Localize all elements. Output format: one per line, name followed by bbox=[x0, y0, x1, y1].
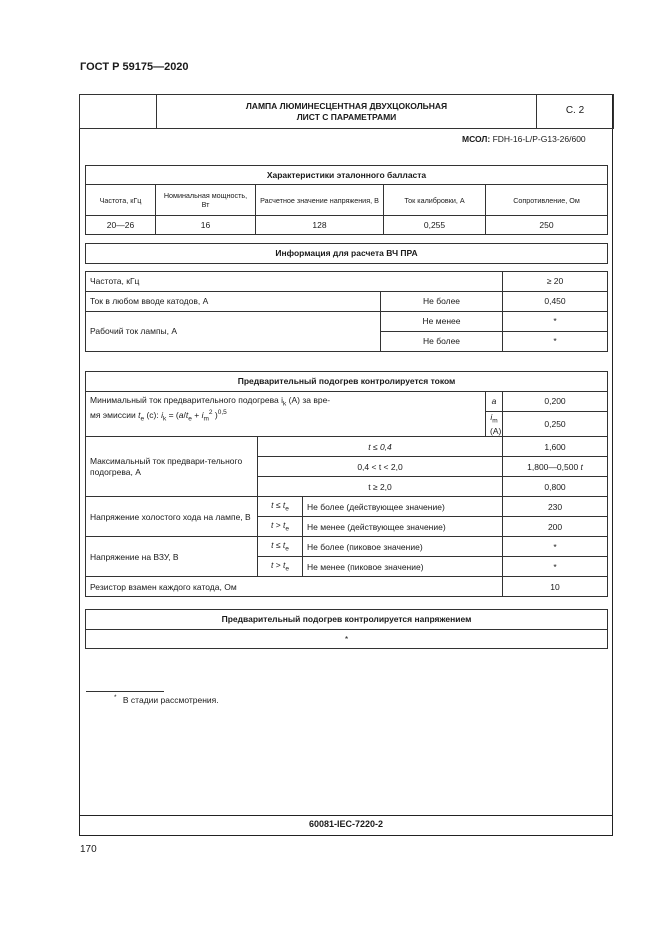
max-preheat-val3: 0,800 bbox=[503, 477, 608, 497]
max-preheat-cond2: 0,4 < t < 2,0 bbox=[258, 457, 503, 477]
sheet-header bbox=[79, 94, 614, 129]
ballast-value: 250 bbox=[486, 216, 608, 235]
hf-freq-label: Частота, кГц bbox=[86, 272, 503, 292]
resistor-label: Резистор взамен каждого катода, Ом bbox=[86, 577, 503, 597]
ocv-cond1: Не более (действующее значение) bbox=[303, 497, 503, 517]
voltage-preheat-value: * bbox=[86, 630, 608, 649]
ballast-table bbox=[85, 165, 608, 235]
hf-work-cond1: Не менее bbox=[381, 312, 503, 332]
vzu-cond1: Не более (пиковое значение) bbox=[303, 537, 503, 557]
ballast-col-header: Сопротивление, Ом bbox=[486, 185, 608, 216]
max-preheat-cond1: t ≤ 0,4 bbox=[258, 437, 503, 457]
vzu-cond2: Не менее (пиковое значение) bbox=[303, 557, 503, 577]
vzu-label: Напряжение на ВЗУ, В bbox=[86, 537, 258, 577]
ocv-val1: 230 bbox=[503, 497, 608, 517]
bottom-divider bbox=[79, 815, 613, 816]
current-preheat-title: Предварительный подогрев контролируется током bbox=[86, 372, 608, 392]
ocv-label: Напряжение холостого хода на лампе, В bbox=[86, 497, 258, 537]
hf-ballast-table bbox=[85, 243, 608, 352]
hf-cathode-label: Ток в любом вводе катодов, А bbox=[86, 292, 381, 312]
hf-work-value2: * bbox=[503, 332, 608, 352]
hf-work-value1: * bbox=[503, 312, 608, 332]
ballast-col-header: Расчетное значение напряжения, В bbox=[256, 185, 384, 216]
max-preheat-label: Максимальный ток предвари-тельного подогрева, А bbox=[86, 437, 258, 497]
ballast-value: 16 bbox=[156, 216, 256, 235]
sheet-title-line1: ЛАМПА ЛЮМИНЕСЦЕНТНАЯ ДВУХЦОКОЛЬНАЯ bbox=[245, 100, 448, 111]
footnote bbox=[114, 694, 219, 705]
resistor-value: 10 bbox=[503, 577, 608, 597]
max-preheat-val1: 1,600 bbox=[503, 437, 608, 457]
voltage-preheat-table bbox=[85, 609, 608, 649]
page-number: 170 bbox=[80, 844, 97, 855]
spacer bbox=[86, 264, 608, 272]
ocv-time2: $t > t_e$ bbox=[258, 517, 303, 537]
min-preheat-a-value: 0,200 bbox=[503, 392, 608, 412]
min-preheat-label: Минимальный ток предварительного подогрева $i_k$ (A) за вре- мя эмиссии $t_e$ (c): $i_k = (a/t_e + i_m^2$ )$^{0,5}$ bbox=[86, 392, 486, 437]
min-preheat-label-line1: Минимальный ток предварительного подогрева bbox=[90, 395, 279, 405]
hf-cathode-value: 0,450 bbox=[503, 292, 608, 312]
document-code: ГОСТ Р 59175—2020 bbox=[80, 61, 189, 73]
ocv-val2: 200 bbox=[503, 517, 608, 537]
vzu-time2: $t > t_e$ bbox=[258, 557, 303, 577]
hf-work-cond2: Не более bbox=[381, 332, 503, 352]
hf-cathode-cond: Не более bbox=[381, 292, 503, 312]
ocv-time1: $t \le t_e$ bbox=[258, 497, 303, 517]
vzu-val2: * bbox=[503, 557, 608, 577]
footnote-divider bbox=[86, 691, 164, 692]
sheet-number: С. 2 bbox=[537, 95, 614, 129]
ballast-value: 20—26 bbox=[86, 216, 156, 235]
max-preheat-val2-text: 1,800—0,500 bbox=[527, 461, 579, 472]
ballast-col-header: Номинальная мощность, Вт bbox=[156, 185, 256, 216]
mcol-label: МСОЛ: bbox=[462, 134, 491, 144]
ballast-value: 0,255 bbox=[384, 216, 486, 235]
current-preheat-table bbox=[85, 371, 608, 597]
max-preheat-cond3: t ≥ 2,0 bbox=[258, 477, 503, 497]
ballast-title: Характеристики эталонного балласта bbox=[86, 166, 608, 185]
header-blank bbox=[80, 95, 157, 129]
mcol-value: FDH-16-L/P-G13-26/600 bbox=[492, 134, 586, 144]
standard-code: 60081-IEC-7220-2 bbox=[308, 819, 384, 829]
max-preheat-val2: 1,800—0,500 t bbox=[503, 457, 608, 477]
min-preheat-label-line2: мя эмиссии bbox=[90, 409, 136, 420]
ballast-col-header: Ток калибровки, А bbox=[384, 185, 486, 216]
footnote-mark: * bbox=[114, 694, 117, 701]
ocv-cond2: Не менее (действующее значение) bbox=[303, 517, 503, 537]
footnote-text: В стадии рассмотрения. bbox=[122, 694, 219, 705]
min-preheat-im: $i_m$ (A) bbox=[486, 412, 503, 437]
sheet-title bbox=[157, 95, 537, 129]
min-preheat-a bbox=[486, 392, 503, 412]
min-preheat-im-value: 0,250 bbox=[503, 412, 608, 437]
min-preheat-a-symbol: a bbox=[491, 396, 497, 407]
hf-work-label: Рабочий ток лампы, А bbox=[86, 312, 381, 352]
mcol-designation bbox=[462, 134, 586, 144]
hf-title: Информация для расчета ВЧ ПРА bbox=[86, 244, 608, 264]
hf-freq-value: ≥ 20 bbox=[503, 272, 608, 292]
ballast-value: 128 bbox=[256, 216, 384, 235]
voltage-preheat-title: Предварительный подогрев контролируется напряжением bbox=[86, 610, 608, 630]
sheet-title-line2: ЛИСТ С ПАРАМЕТРАМИ bbox=[296, 111, 397, 122]
vzu-time1: $t \le t_e$ bbox=[258, 537, 303, 557]
vzu-val1: * bbox=[503, 537, 608, 557]
ballast-col-header: Частота, кГц bbox=[86, 185, 156, 216]
